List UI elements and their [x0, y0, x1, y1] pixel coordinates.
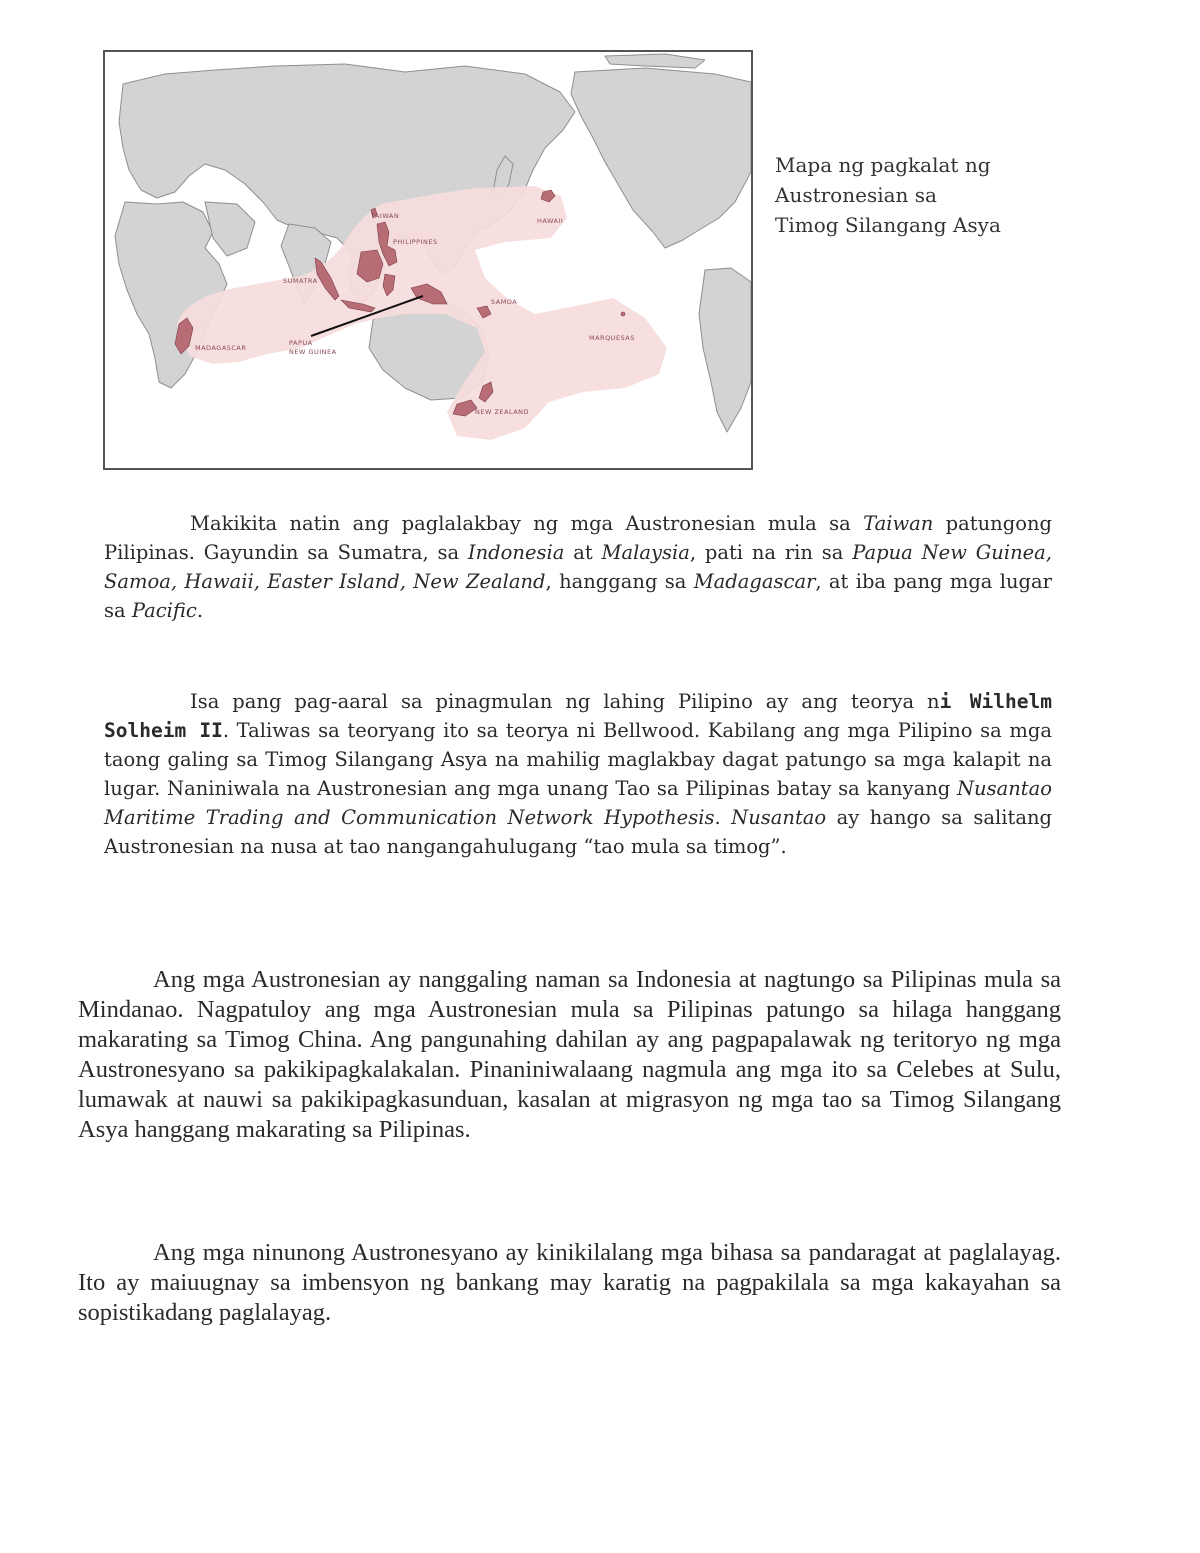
text-run: Ang mga ninunong Austronesyano ay kinikilalang mga bihasa sa pandaragat at paglalayag. Ito ay maiuugnay sa imbensyon ng bankang may karatig na pagpakilala sa mga kakayahan sa sopistikadang paglalayag. [78, 1239, 1061, 1326]
italic-run: Nusantao Maritime Trading and Communication Network Hypothesis. [104, 777, 1052, 829]
map-caption-line-1: Mapa ng pagkalat ng [775, 153, 991, 177]
bold-run: i Wilhelm Solheim II [104, 690, 1052, 742]
italic-run: Papua New Guinea, Samoa, Hawaii, Easter Island, New Zealand [104, 541, 1052, 593]
text-run: , at iba pang mga lugar sa [104, 570, 1052, 622]
paragraph-seafaring-skills [78, 1238, 1061, 1328]
italic-run: Indonesia [467, 541, 565, 564]
label-sumatra: SUMATRA [283, 277, 318, 285]
label-papua-1: PAPUA [289, 339, 313, 347]
marquesas-island [621, 312, 625, 316]
text-run: . Taliwas sa teoryang ito sa teorya ni Bellwood. Kabilang ang mga Pilipino sa mga taong galing sa Timog Silangang Asya na mahilig maglakbay dagat patungo sa mga kalapit na lugar. Naniniwala na Austronesian ang mga unang Tao sa Pilipinas batay sa kanyang [104, 719, 1053, 800]
map-caption-line-2: Austronesian sa [775, 183, 937, 207]
italic-run: Taiwan [863, 512, 934, 535]
label-samoa: SAMOA [491, 298, 518, 306]
label-new-zealand: NEW ZEALAND [475, 408, 530, 416]
text-run: ay hango sa salitang Austronesian na nusa at tao nangangahulugang “tao mula sa timog”. [104, 806, 1052, 858]
text-run [721, 806, 732, 829]
text-run: at [564, 541, 602, 564]
paragraph-austronesian-travel [104, 509, 1052, 625]
text-run: , pati na rin sa [689, 541, 853, 564]
map-caption-line-3: Timog Silangang Asya [775, 213, 1001, 237]
label-madagascar: MADAGASCAR [195, 344, 247, 352]
label-taiwan: TAIWAN [371, 212, 400, 220]
text-run: , hanggang sa [545, 570, 694, 593]
italic-run: Pacific [131, 599, 197, 622]
label-marquesas: MARQUESAS [589, 334, 635, 342]
paragraph-austronesian-origin [78, 965, 1061, 1145]
italic-run: Nusantao [731, 806, 827, 829]
label-philippines: PHILIPPINES [393, 238, 438, 246]
label-papua-2: NEW GUINEA [289, 348, 337, 356]
label-hawaii: HAWAII [537, 217, 564, 225]
text-run: patungong Pilipinas. Gayundin sa Sumatra, sa [104, 512, 1052, 564]
world-map-svg [105, 52, 751, 468]
text-run: . [196, 599, 204, 622]
paragraph-solheim-theory [104, 687, 1052, 861]
text-run: Makikita natin ang paglalakbay ng mga Austronesian mula sa [190, 512, 864, 535]
italic-run: Malaysia [601, 541, 690, 564]
austronesian-spread-map [103, 50, 753, 470]
map-caption [775, 150, 1105, 240]
italic-run: Madagascar [693, 570, 816, 593]
text-run: Ang mga Austronesian ay nanggaling naman sa Indonesia at nagtungo sa Pilipinas mula sa Mindanao. Nagpatuloy ang mga Austronesian mula sa Pilipinas patungo sa hilaga hanggang makarating sa Timog China. Ang pangunahing dahilan ay ang pagpapalawak ng teritoryo ng mga Austronesyano sa pakikipagkalakalan. Pinaniniwalaang nagmula ang mga ito sa Celebes at Sulu, lumawak at nauwi sa pakikipagkasunduan, kasalan at migrasyon ng mga tao sa Timog Silangang Asya hanggang makarating sa Pilipinas. [78, 966, 1061, 1143]
borneo-island [357, 250, 383, 282]
text-run: Isa pang pag-aaral sa pinagmulan ng lahing Pilipino ay ang teorya n [190, 690, 940, 713]
